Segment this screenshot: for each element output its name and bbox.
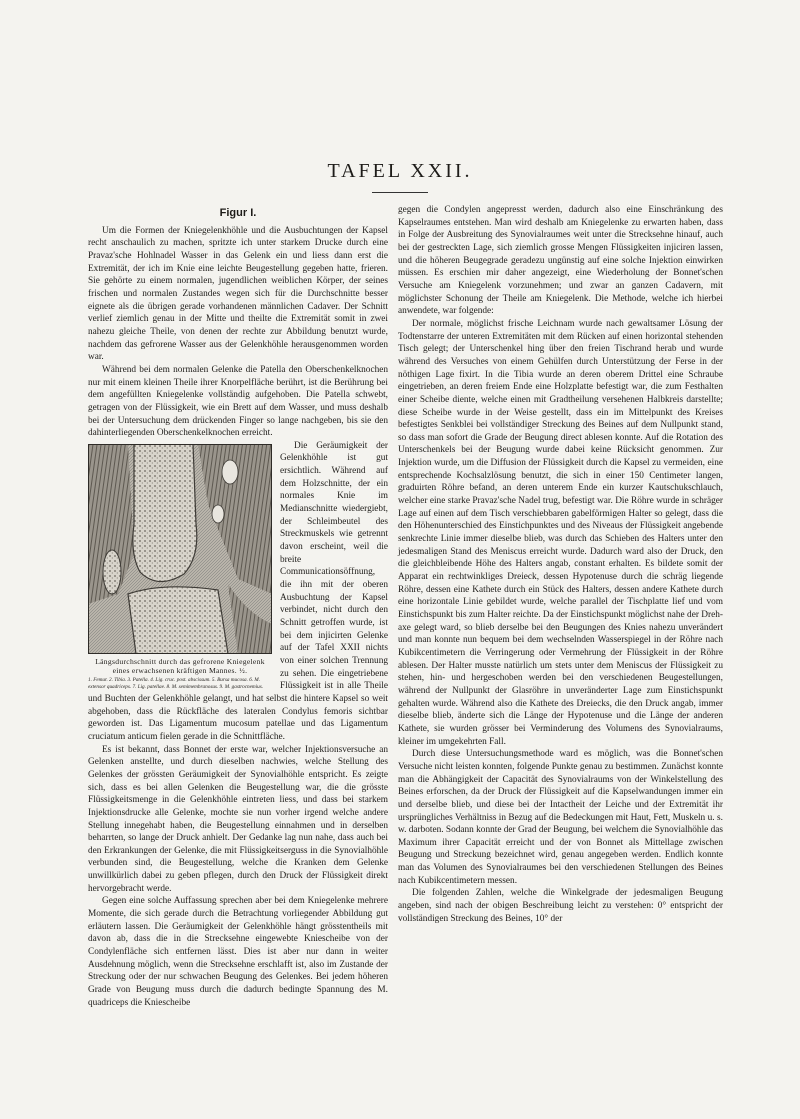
vessel-shape [212,505,224,523]
title-rule [372,192,428,193]
patella-shape [103,550,121,594]
vessel-shape [222,460,238,484]
figure-legend: 1. Femur. 2. Tibia. 3. Patella. 4. Lig. cruc. post. abscissum. 5. Bursa mucosa. 6. M. extensor quadriceps. 7. Lig. patellae. 8. M. semimembranosus. 9. M. gastrocnemius. [88,677,264,690]
paragraph: Um die Formen der Kniegelenkhöhle und die Ausbuchtungen der Kapsel recht anschaulich zu machen, spritzte ich unter starkem Drucke durch eine Pravaz'sche Hohlnadel Wasser in das Gelenk ein und liess dann erst die Extremität, der ich im Knie eine leichte Beugestellung gegeben hatte, frieren. Sie gehörte zu einem normalen, jugendlichen weiblichen Körper, der seines frischen und normalen Zustandes wegen sich für die Durchschnitte besser eignete als die übrigen gerade vorhandenen männlichen Cadaver. Der Schnitt verlief ziemlich genau in der Mitte und theilte die Extremität somit in zwei nahezu gleiche Theile, von denen der rechte zur Abbildung benutzt wurde, nachdem das gefrorene Wasser aus der Gelenkhöhle herausgenommen worden war. [88,225,388,363]
right-column [398,204,723,925]
paragraph: Während bei dem normalen Gelenke die Patella den Oberschenkelknochen nur mit einem kleinen Theile ihrer Knorpelfläche berührt, ist die Berührung bei dem angefüllten Kniegelenke vollständig aufgehoben. Die Patella schwebt, getragen von der Flüssigkeit, wie ein Brett auf dem Wasser, und muss deshalb bei der Untersuchung dem drückenden Finger so lange nachgeben, bis sie den dahinterliegenden Oberschenkelknochen erreicht. [88,364,388,439]
plate-title: TAFEL XXII. [327,160,473,182]
paragraph: Gegen eine solche Auffassung sprechen aber bei dem Kniegelenke mehrere Momente, die sich gerade durch die Betrachtung vorliegender Abbildung gut erläutern lassen. Die Geräumigkeit der Gelenkhöhle hängt grösstentheils mit davon ab, dass die in die Strecksehne eingewebte Kniescheibe von der Condylenfläche sich entfernen lässt. Dies ist aber nur dann in weiter Ausdehnung möglich, wenn die Strecksehne erschlafft ist, also im Zustande der Streckung oder der nur schwachen Beugung des Gelenkes. Bei jedem höheren Grade von Beugung muss durch die dadurch bedingte Spannung des M. quadriceps die Kniescheibe [88,896,388,1008]
paragraph: gegen die Condylen angepresst werden, dadurch also eine Einschränkung des Kapselraumes entstehen. Man wird deshalb am Kniegelenke zu erwarten haben, dass in Folge der Ausbreitung des Synovialraumes weit unter die Strecksehne hinauf, auch bei der gestreckten Lage, sich ziemlich grosse Mengen Flüssigkeiten injiciren lassen, und die höheren Beugegrade geradezu ungünstig auf eine solche Injektion einwirken müssen. Es erschien mir daher angezeigt, eine Wiederholung der Bonnet'schen Versuche am Kniegelenk vorzunehmen; und zwar an ganzen Cadavern, mit möglichster Schonung der Theile am Kniegelenk. Die Methode, welche ich hierbei anwendete, war folgende: [398,205,723,317]
paragraph: Der normale, möglichst frische Leichnam wurde nach gewaltsamer Lösung der Todtenstarre der unteren Extremitäten mit dem Rücken auf einen horizontal stehenden Tisch gelegt; der Unterschenkel hing über den freien Tischrand herab und wurde während des Versuches von einem Gehülfen durch Unterstützung der Ferse in der nöthigen Lage fixirt. In die Tibia wurde an deren oberem Drittel eine Schraube eingetrieben, an deren freiem Ende eine Holzplatte befestigt war, die zum Festhalten einer Scheibe diente, welche einen mit Gradtheilung versehenen Halbkreis darstellte; diese Scheibe wurde in der Weise gestellt, dass ein im Mittelpunkt des Kreises befestigtes Senkblei bei vollständiger Streckung des Beines auf dem Nullpunkt stand, so dass man sofort die Grade der Beugung direct ablesen konnte. Auf die Rotation des Unterschenkels bei der Beugung wurde dabei keine Rücksicht genommen. Zur Injektion wurde, um die Diffusion der Flüssigkeit durch die Kapsel zu vermeiden, eine entsprechende Kochsalzlösung benutzt, die sich in einer 150 Centimeter langen, graduirten Röhre befand, an deren unterem Ende ein kurzer Kautschukschlauch, welcher eine starke Pravaz'sche Nadel trug, befestigt war. Die Röhre wurde in schräger Lage auf einen auf dem Tisch verschiebbaren gabelförmigen Halter so gelegt, dass die den Höhenunterschied des Einstichpunktes und des Niveaus der Flüssigkeit angebende senkrechte Linie immer dieselbe blieb, was durch das Schieben des Halters unter den jedesmaligen Stand des Meniscus erreicht wurde. Dadurch ward also der Druck, den die gleichbleibende Höhe des Halters angab, constant erhalten. Es bildete somit der Apparat ein rechtwinkliges Dreieck, dessen Hypotenuse durch die schräg liegende Röhre, dessen eine Kathete durch ein Stück des Halters, dessen andere Kathete durch eine horizontale Linie gebildet wurde, welche parallel der Tischplatte lief und vom Einstichspunkt bis zum Halter reichte. Da der Einstichspunkt möglichst nahe der Dreh-axe gelegt ward, so blieb derselbe bei den Beugungen des Knies nahezu unverändert und man konnte nun bequem bei dem wechselnden Wasserspiegel in der Röhre nach Kubikcentimetern die Verringerung oder Vermehrung der Flüssigkeit in der Röhre ablesen. Der Halter musste natürlich um stets unter dem Meniscus der Flüssigkeit zu stehen, hin- und hergeschoben werden bei den verschiedenen Beugestellungen, während der Nullpunkt der Glasröhre in unveränderter Lage zum Einstichspunkt gehalten wurde. Während also die Kathete des Dreiecks, die den Druck angab, immer dieselbe blieb, änderte sich die Länge der Hypotenuse und die Länge der anderen Kathete, sie wurden grösser bei Verminderung des Volumens des Synovialraums, kleiner im umgekehrten Fall. [398,318,723,747]
paragraph: Die Geräumigkeit der Gelenkhöhle ist gut ersichtlich. Während auf dem Holzschnitte, der ein normales Knie im Medianschnitte wiedergiebt, der Schleimbeutel des Streckmuskels wie getrennt davon erscheint, weil die breite Communicationsöffnung, die ihn mit der oberen Ausbuchtung der Kapsel verbindet, nicht durch den Schnitt getroffen wurde, ist bei dem injicirten Gelenke auf der Tafel XXII nichts von einer solchen Trennung zu sehen. Die eingetriebene Flüssigkeit ist in alle Theile und Buchten der Gelenkhöhle gelangt, und hat selbst die hintere Kapsel so weit abgehoben, dass die Rückfläche des lateralen Condylus femoris sichtbar geworden ist. Das Ligamentum mucosum patellae und das Ligamentum cruciatum anticum fielen gerade in die Schnittfläche. [88,440,388,742]
paragraph: Es ist bekannt, dass Bonnet der erste war, welcher Injektionsversuche an Gelenken anstellte, und durch dieselben nachwies, welche Stellung des Gelenkes der grössten Geräumigkeit der Synovialhöhle entspricht. Es zeigte sich, dass es bei allen Gelenken die Beugestellung war, die die grösste Flüssigkeitsmenge in die Gelenkhöhle eintreten liess, und dass bei starkem Injektionsdrucke alle Gelenke, mochte sie nun vorher irgend welche andere Stellung innegehabt haben, die Beugestellung einnahmen und in derselben beharrten, so lange der Druck anhielt. Der Gedanke lag nun nahe, dass auch bei den Erkrankungen der Gelenke, die mit Flüssigkeitserguss in die Synovialhöhle verbunden sind, die Beugestellung, welche die Kranken dem Gelenke unwillkürlich dabei zu geben pflegen, durch den Druck der Flüssigkeit direkt hervorgebracht werde. [88,744,388,894]
left-column [88,204,388,1009]
knee-section-illustration [88,444,272,654]
figure-caption: Längsdurchschnitt durch das gefrorene Kniegelenk eines erwachsenen kräftigen Mannes. ½. [95,656,265,676]
femur-shape [133,444,197,582]
paragraph: Durch diese Untersuchungsmethode ward es möglich, was die Bonnet'schen Versuche nicht leisten konnten, folgende Punkte genau zu bestimmen. Zunächst konnte man die Abhängigkeit der Capacität des Synovialraums von der Winkelstellung des Beines erforschen, da der Druck der Flüssigkeit auf die Kapselwandungen immer ein und derselbe blieb, und diese bei der Intactheit der Leiche und der Extremität ihr ursprüngliches Verhältniss in Bezug auf die Bedeckungen mit Haut, Fett, Muskeln u. s. w. darboten. Sodann konnte der Grad der Beugung, bei welchem die Synovialhöhle das Maximum ihrer Capacität erreicht und der von Bonnet als Mittellage zwischen Beugung und Streckung bezeichnet wird, genau angegeben werden. Endlich konnte man das Volumen des Synovialraumes bei den verschiedenen Stellungen des Beines nach Kubikcentimetern messen. [398,749,723,886]
section-heading: Figur I. [219,207,257,219]
tibia-shape [128,587,228,654]
knee-section-figure [88,444,272,690]
paragraph: Die folgenden Zahlen, welche die Winkelgrade der jedesmaligen Beugung angeben, sind nach der obigen Beschreibung leicht zu verstehen: 0° entspricht der vollständigen Streckung des Beines, 10° der [398,888,723,924]
